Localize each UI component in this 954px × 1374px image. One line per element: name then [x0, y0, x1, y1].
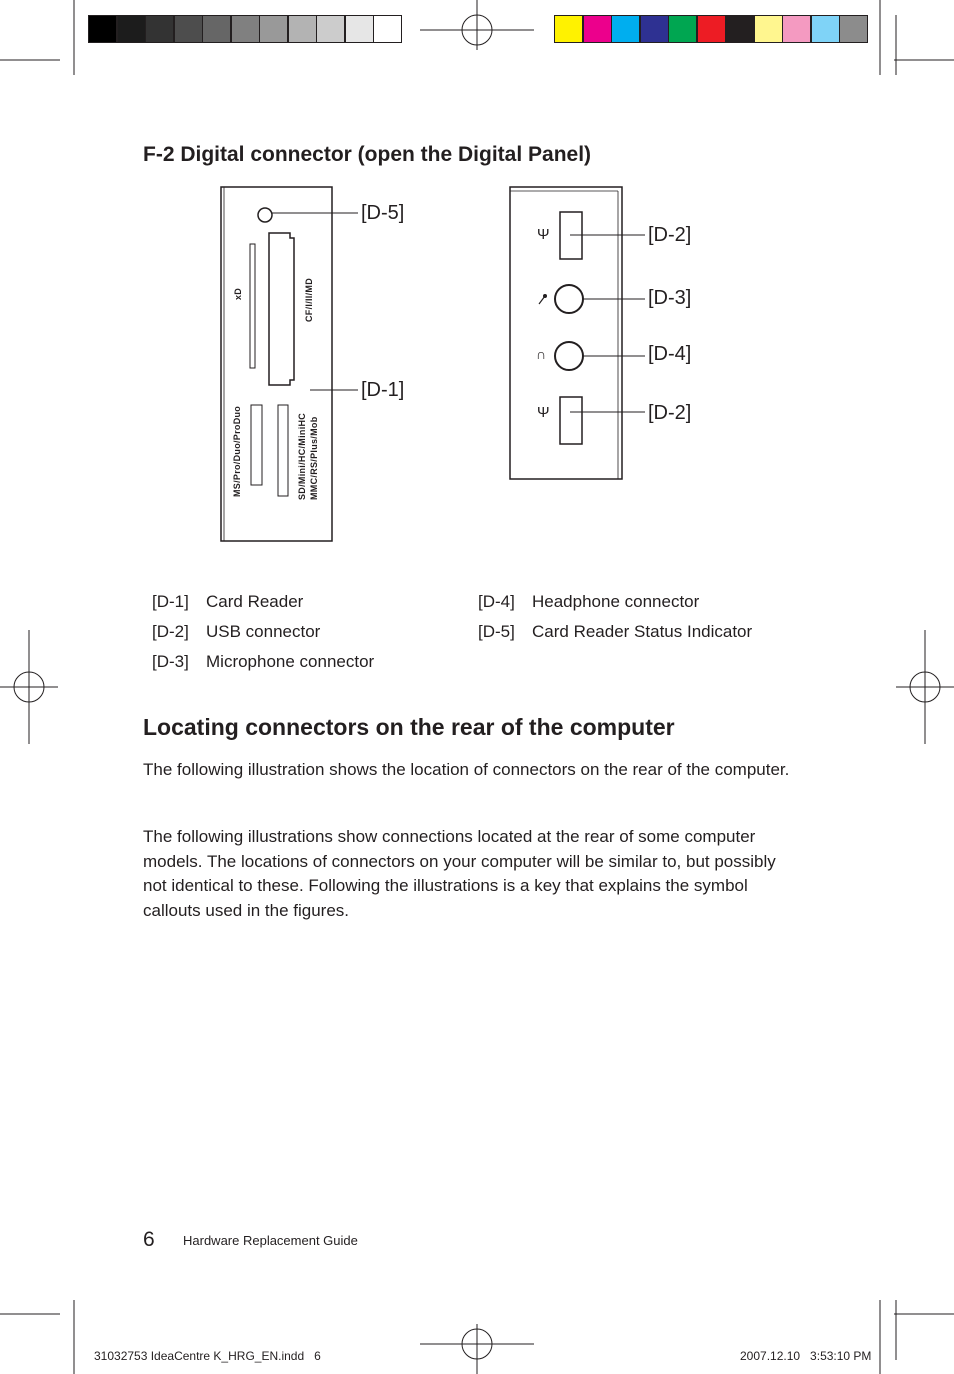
- ms-slot: [251, 405, 262, 485]
- headphone-jack: [555, 342, 583, 370]
- usb-port-bottom: [560, 397, 582, 444]
- color-swatch: [811, 15, 840, 43]
- legend-code: [D-3]: [152, 652, 189, 671]
- legend-label: USB connector: [206, 622, 321, 641]
- page-number: 6: [143, 1228, 155, 1251]
- legend-item-d1: [152, 592, 303, 612]
- color-swatch: [754, 15, 783, 43]
- legend-code: [D-2]: [152, 622, 189, 641]
- slug-timestamp: 2007.12.10 3:53:10 PM: [740, 1349, 872, 1363]
- legend-item-d4: [478, 592, 699, 612]
- color-swatch: [640, 15, 669, 43]
- legend-label: Headphone connector: [532, 592, 700, 611]
- headphone-icon: ∩: [536, 346, 547, 362]
- cf-label: CF/I/II/MD: [304, 278, 314, 322]
- usb-icon-bottom: Ψ: [537, 404, 550, 421]
- callout-d4: [D-4]: [648, 343, 692, 365]
- color-swatch: [725, 15, 754, 43]
- callout-d2-bottom: [D-2]: [648, 402, 692, 424]
- xd-label: xD: [233, 287, 243, 300]
- callout-d2-top: [D-2]: [648, 224, 692, 246]
- gray-swatch: [202, 15, 231, 43]
- color-swatch: [583, 15, 612, 43]
- gray-swatch: [231, 15, 260, 43]
- gray-swatch: [88, 15, 117, 43]
- gray-swatch: [345, 15, 374, 43]
- card-reader-panel-diagram: [210, 180, 430, 550]
- paragraph-1: The following illustration shows the location of connectors on the rear of the computer.: [143, 760, 790, 779]
- ms-label: MS/Pro/Duo/ProDuo: [232, 405, 242, 497]
- color-swatch: [697, 15, 726, 43]
- legend-item-d3: [152, 652, 374, 672]
- legend-code: [D-1]: [152, 592, 189, 611]
- gray-swatch: [174, 15, 203, 43]
- microphone-jack: [555, 285, 583, 313]
- color-swatch: [611, 15, 640, 43]
- paragraph-2: The following illustrations show connections located at the rear of some computer models. The locations of connectors on your computer will be similar to, but possibly not identical to these. Following the illustrations is a key that explains the symbol callouts used in the figures.: [143, 827, 776, 920]
- legend-code: [D-4]: [478, 592, 515, 611]
- gray-swatch: [316, 15, 345, 43]
- color-swatch: [668, 15, 697, 43]
- sd-label-1: SD/Mini/HC/MiniHC: [297, 412, 307, 500]
- sd-slot: [278, 405, 288, 496]
- microphone-icon: [539, 294, 547, 304]
- legend-item-d5: [478, 622, 752, 642]
- legend-label: Microphone connector: [206, 652, 375, 671]
- cf-slot: [269, 233, 294, 385]
- gray-swatch: [373, 15, 402, 43]
- usb-icon-top: Ψ: [537, 226, 550, 243]
- gray-swatch: [145, 15, 174, 43]
- callout-d5: [D-5]: [361, 202, 405, 224]
- legend-label: Card Reader Status Indicator: [532, 622, 753, 641]
- section-heading-rear-connectors: Locating connectors on the rear of the computer: [143, 714, 675, 740]
- legend-item-d2: [152, 622, 320, 642]
- legend-code: [D-5]: [478, 622, 515, 641]
- color-swatch: [839, 15, 868, 43]
- status-indicator-led: [258, 208, 272, 222]
- callout-d1: [D-1]: [361, 379, 405, 401]
- color-swatch: [782, 15, 811, 43]
- section-heading-digital-connector: F-2 Digital connector (open the Digital Panel): [143, 143, 592, 166]
- slug-file-name: 31032753 IdeaCentre K_HRG_EN.indd 6: [94, 1349, 321, 1363]
- gray-swatch: [259, 15, 288, 43]
- sd-label-2: MMC/RS/Plus/Mob: [309, 416, 319, 500]
- footer-guide-title: Hardware Replacement Guide: [183, 1233, 358, 1248]
- gray-swatch: [288, 15, 317, 43]
- panel-outline-right: [510, 187, 622, 479]
- legend-label: Card Reader: [206, 592, 304, 611]
- gray-swatch: [117, 15, 146, 43]
- xd-slot: [250, 244, 255, 368]
- callout-d3: [D-3]: [648, 287, 692, 309]
- color-swatch: [554, 15, 583, 43]
